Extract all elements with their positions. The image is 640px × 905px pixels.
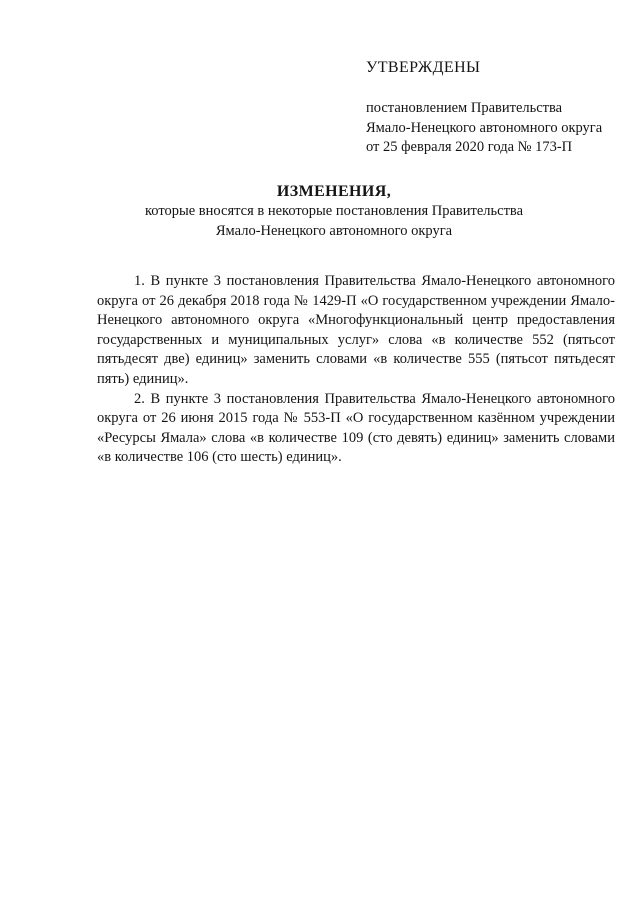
- approval-line-date-number: от 25 февраля 2020 года № 173-П: [366, 139, 573, 155]
- approval-line-region: Ямало-Ненецкого автономного округа: [366, 119, 603, 136]
- document-subtitle-line-2: Ямало-Ненецкого автономного округа: [215, 222, 453, 239]
- approval-heading: УТВЕРЖДЕНЫ: [366, 59, 481, 76]
- document-subtitle-line-1: которые вносятся в некоторые постановления Правительства: [144, 203, 524, 219]
- document-title-block: [60, 182, 608, 241]
- amendment-item-1: 1. В пункте 3 постановления Правительства Ямало-Ненецкого автономного округа от 26 декабря 2018 года № 1429-П «О государственном учреждении Ямало-Ненецкого автономного округа «Многофункциональный центр предоставления государственных и муниципальных услуг» слова «в количестве 552 (пятьсот пятьдесят две) единиц» заменить словами «в количестве 555 (пятьсот пятьдесят пять) единиц».: [97, 273, 615, 387]
- document-body: [97, 272, 615, 468]
- amendment-item-2: 2. В пункте 3 постановления Правительства Ямало-Ненецкого автономного округа от 26 июня 2015 года № 553-П «О государственном казённом учреждении «Ресурсы Ямала» слова «в количестве 109 (сто девять) единиц» заменить словами «в количестве 106 (сто шесть) единиц».: [97, 390, 615, 466]
- document-title: ИЗМЕНЕНИЯ,: [276, 183, 392, 200]
- approval-line-decree: постановлением Правительства: [366, 100, 563, 116]
- approval-stamp-block: [366, 58, 626, 158]
